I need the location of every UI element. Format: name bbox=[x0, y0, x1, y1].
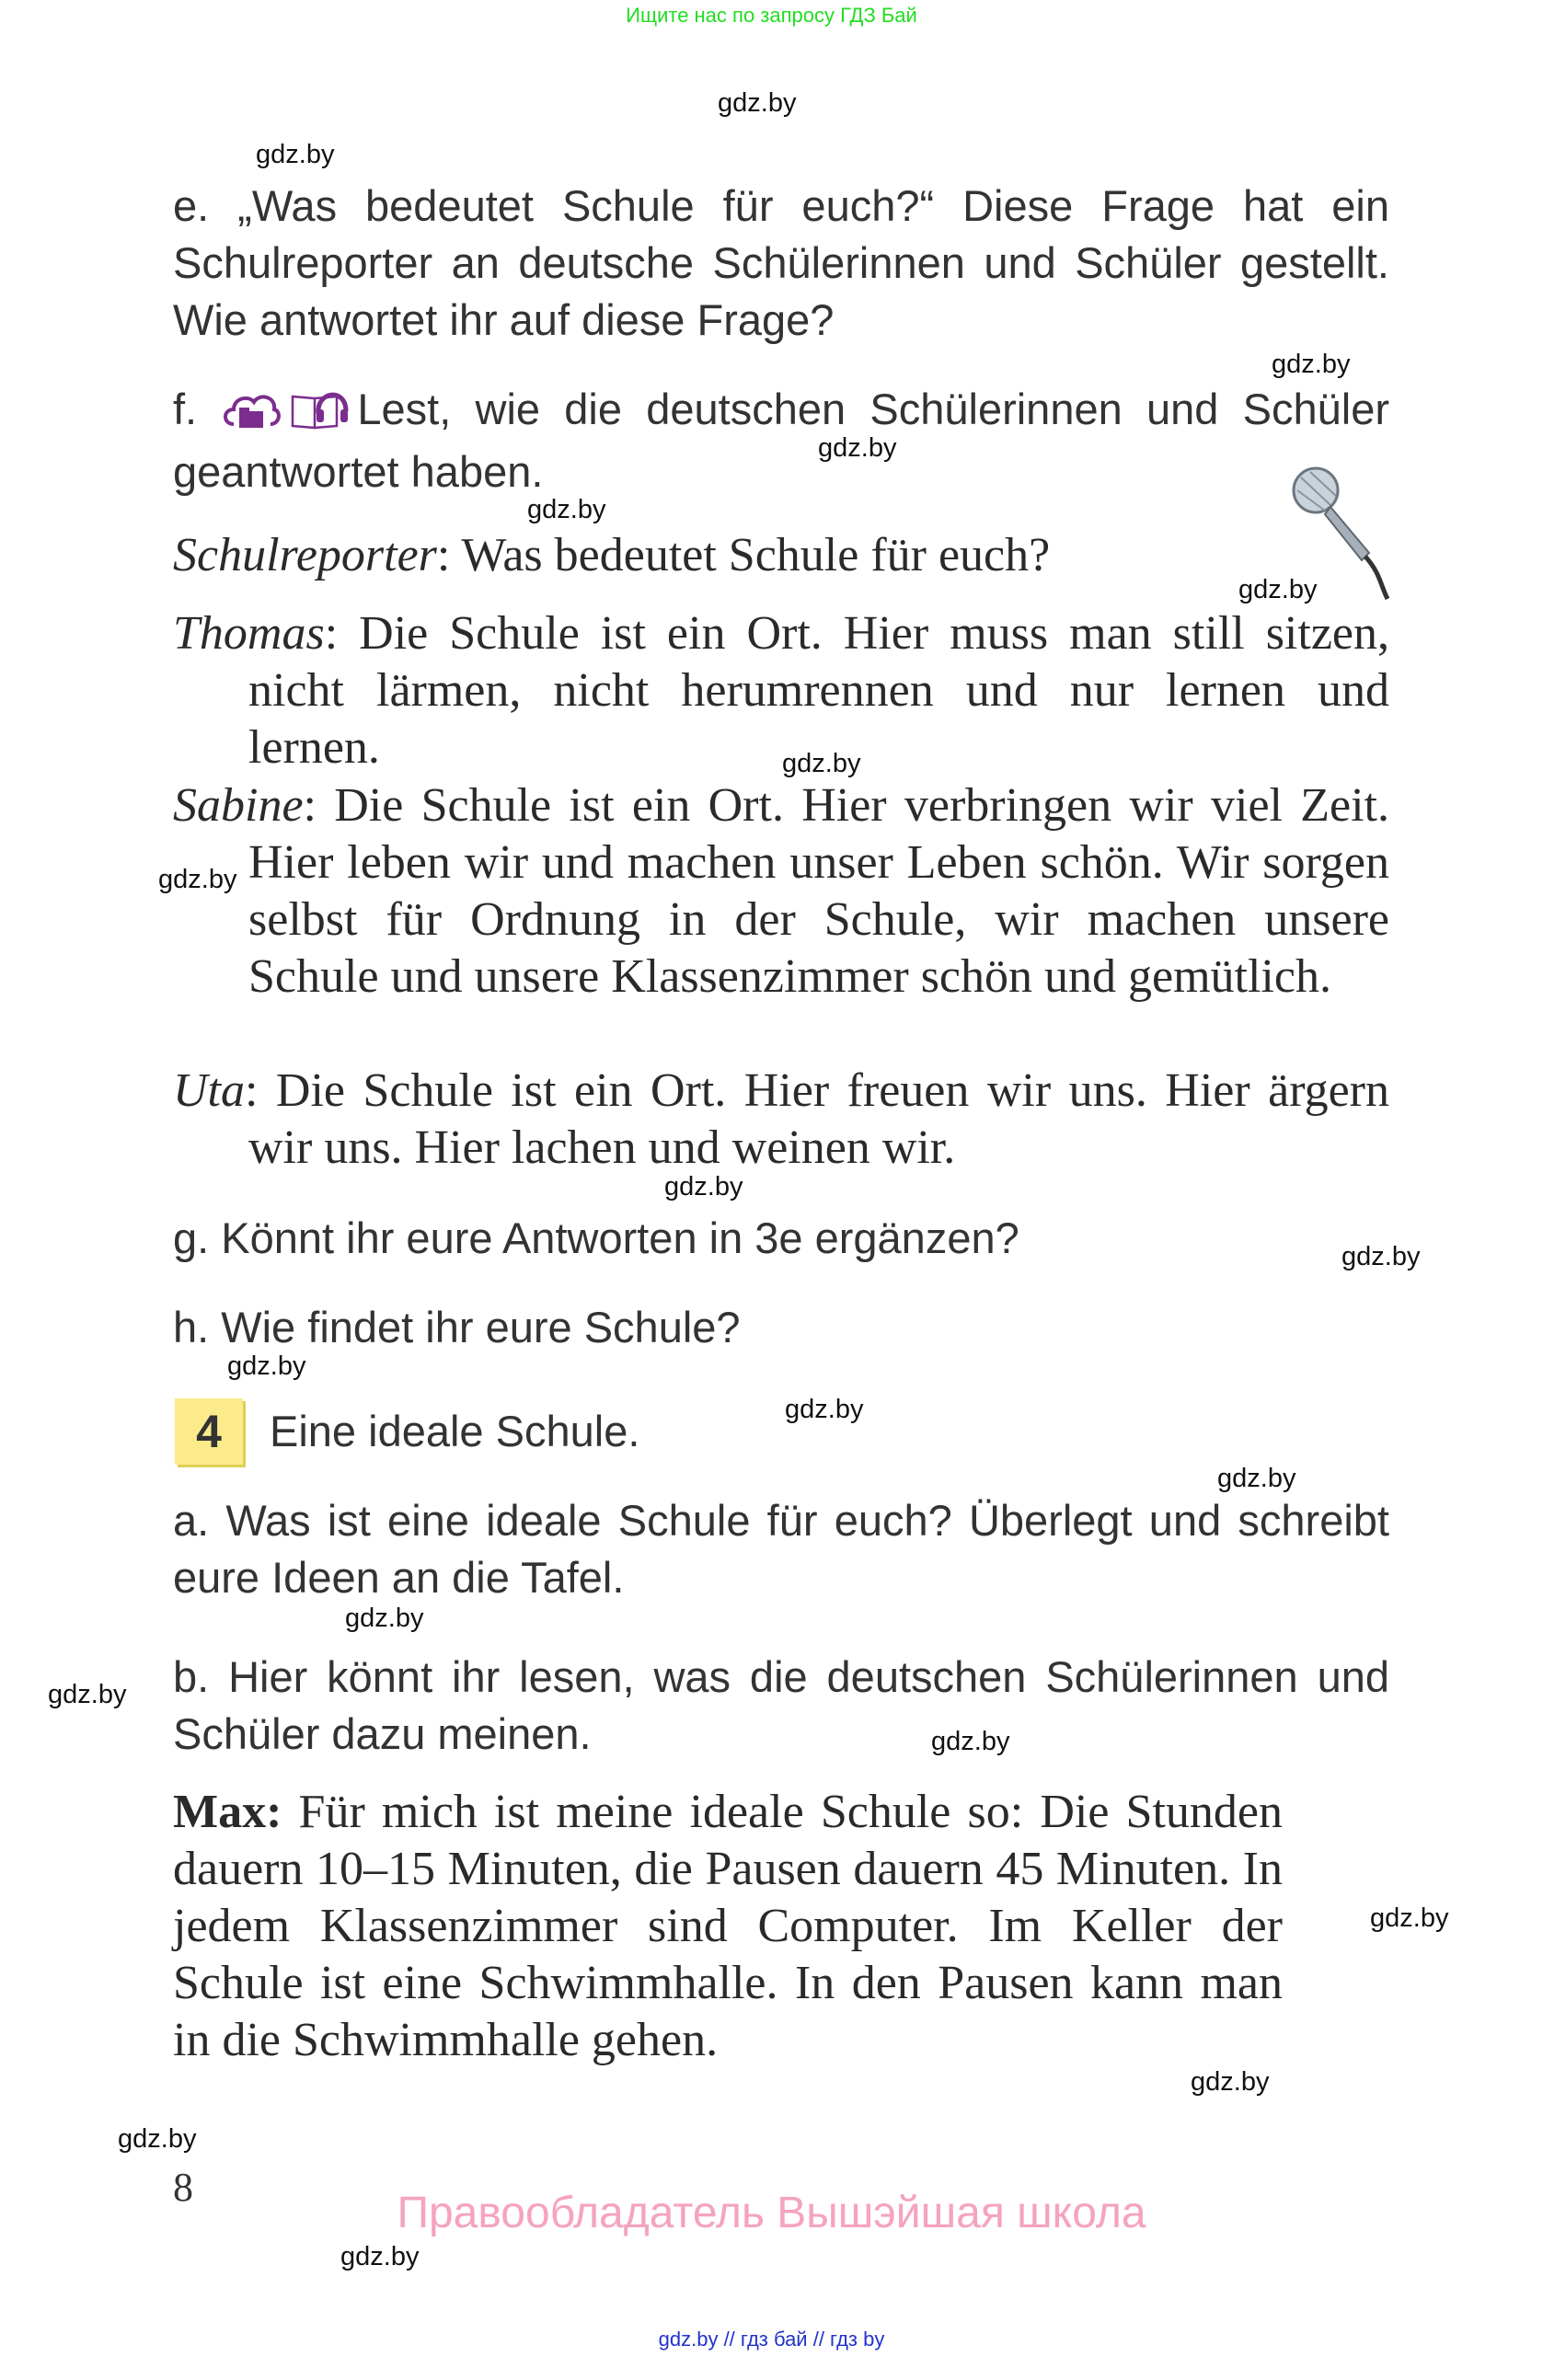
dialogue-line-uta bbox=[173, 1063, 1389, 1177]
page-number: 8 bbox=[173, 2165, 193, 2210]
watermark: gdz.by bbox=[818, 433, 897, 463]
speaker-text: : Was bedeutet Schule für euch? bbox=[436, 529, 1051, 581]
speaker-name: Schulreporter bbox=[173, 529, 437, 581]
copyright-notice: Правообладатель Вышэйшая школа bbox=[397, 2189, 1146, 2237]
task-e: e. „Was bedeutet Schule für euch?“ Diese Frage hat ein Schulreporter an deutsche Schülerinnen und Schüler gestellt. Wie antwortet ihr auf diese Frage? bbox=[173, 181, 1389, 344]
audio-book-icon bbox=[289, 385, 350, 443]
watermark: gdz.by bbox=[256, 140, 335, 169]
speaker-text: Für mich ist meine ideale Schule so: Die Stunden dauern 10–15 Minuten, die Pausen dauern 45 Minuten. In jedem Klassenzimmer sind Computer. Im Keller der Schule ist eine Schwimmhalle. In den Pausen kann man in die Schwimmhalle gehen. bbox=[173, 1786, 1283, 2066]
speaker-name: Uta bbox=[173, 1064, 245, 1117]
watermark: gdz.by bbox=[227, 1351, 306, 1381]
exercise-number-badge: 4 bbox=[175, 1398, 243, 1465]
task-f bbox=[173, 381, 1389, 500]
task-4b: b. Hier könnt ihr lesen, was die deutschen Schülerinnen und Schüler dazu meinen. bbox=[173, 1652, 1389, 1758]
task-f-label: f. bbox=[173, 385, 198, 433]
watermark: gdz.by bbox=[1238, 575, 1318, 604]
watermark: gdz.by bbox=[1341, 1242, 1421, 1271]
speaker-name: Max: bbox=[173, 1786, 282, 1838]
watermark: gdz.by bbox=[527, 495, 606, 524]
dialogue-line-thomas bbox=[173, 605, 1389, 776]
footer-links[interactable]: gdz.by // гдз бай // гдз by bbox=[658, 2328, 885, 2351]
watermark: gdz.by bbox=[118, 2124, 197, 2154]
watermark: gdz.by bbox=[785, 1395, 864, 1424]
max-answer bbox=[173, 1784, 1283, 2069]
cloud-folder-icon bbox=[221, 386, 282, 443]
watermark: gdz.by bbox=[1272, 350, 1351, 379]
watermark: gdz.by bbox=[48, 1680, 127, 1709]
task-h: h. Wie findet ihr eure Schule? bbox=[173, 1303, 741, 1351]
dialogue-line-reporter bbox=[173, 527, 1389, 584]
watermark: gdz.by bbox=[931, 1727, 1010, 1756]
watermark: gdz.by bbox=[1370, 1903, 1449, 1933]
exercise-title: Eine ideale Schule. bbox=[270, 1407, 640, 1455]
speaker-text: : Die Schule ist ein Ort. Hier freuen wir uns. Hier ärgern wir uns. Hier lachen und weinen wir. bbox=[245, 1064, 1389, 1174]
watermark: gdz.by bbox=[664, 1172, 743, 1201]
watermark: gdz.by bbox=[782, 749, 861, 778]
watermark: gdz.by bbox=[1217, 1464, 1296, 1493]
watermark: gdz.by bbox=[345, 1604, 424, 1633]
search-hint: Ищите нас по запросу ГДЗ Бай bbox=[626, 4, 917, 27]
speaker-name: Sabine bbox=[173, 779, 304, 832]
watermark: gdz.by bbox=[718, 88, 797, 118]
task-4a: a. Was ist eine ideale Schule für euch? Überlegt und schreibt eure Ideen an die Tafel. bbox=[173, 1496, 1389, 1602]
task-f-text: Lest, wie die deutschen Schülerinnen und Schüler geantwortet haben. bbox=[173, 385, 1390, 496]
task-g: g. Könnt ihr eure Antworten in 3e ergänzen? bbox=[173, 1213, 1019, 1262]
speaker-name: Thomas bbox=[173, 607, 325, 660]
dialogue-line-sabine bbox=[173, 777, 1389, 1006]
watermark: gdz.by bbox=[1191, 2067, 1270, 2097]
watermark: gdz.by bbox=[340, 2242, 420, 2271]
speaker-text: : Die Schule ist ein Ort. Hier verbringen wir viel Zeit. Hier leben wir und machen unser Leben schön. Wir sorgen selbst für Ordnung in der Schule, wir machen unsere Schule und unsere Klassenzimmer schön und gemütlich. bbox=[248, 779, 1389, 1003]
speaker-text: : Die Schule ist ein Ort. Hier muss man still sitzen, nicht lärmen, nicht herumrennen und nur lernen und lernen. bbox=[248, 607, 1389, 774]
watermark: gdz.by bbox=[158, 865, 237, 894]
